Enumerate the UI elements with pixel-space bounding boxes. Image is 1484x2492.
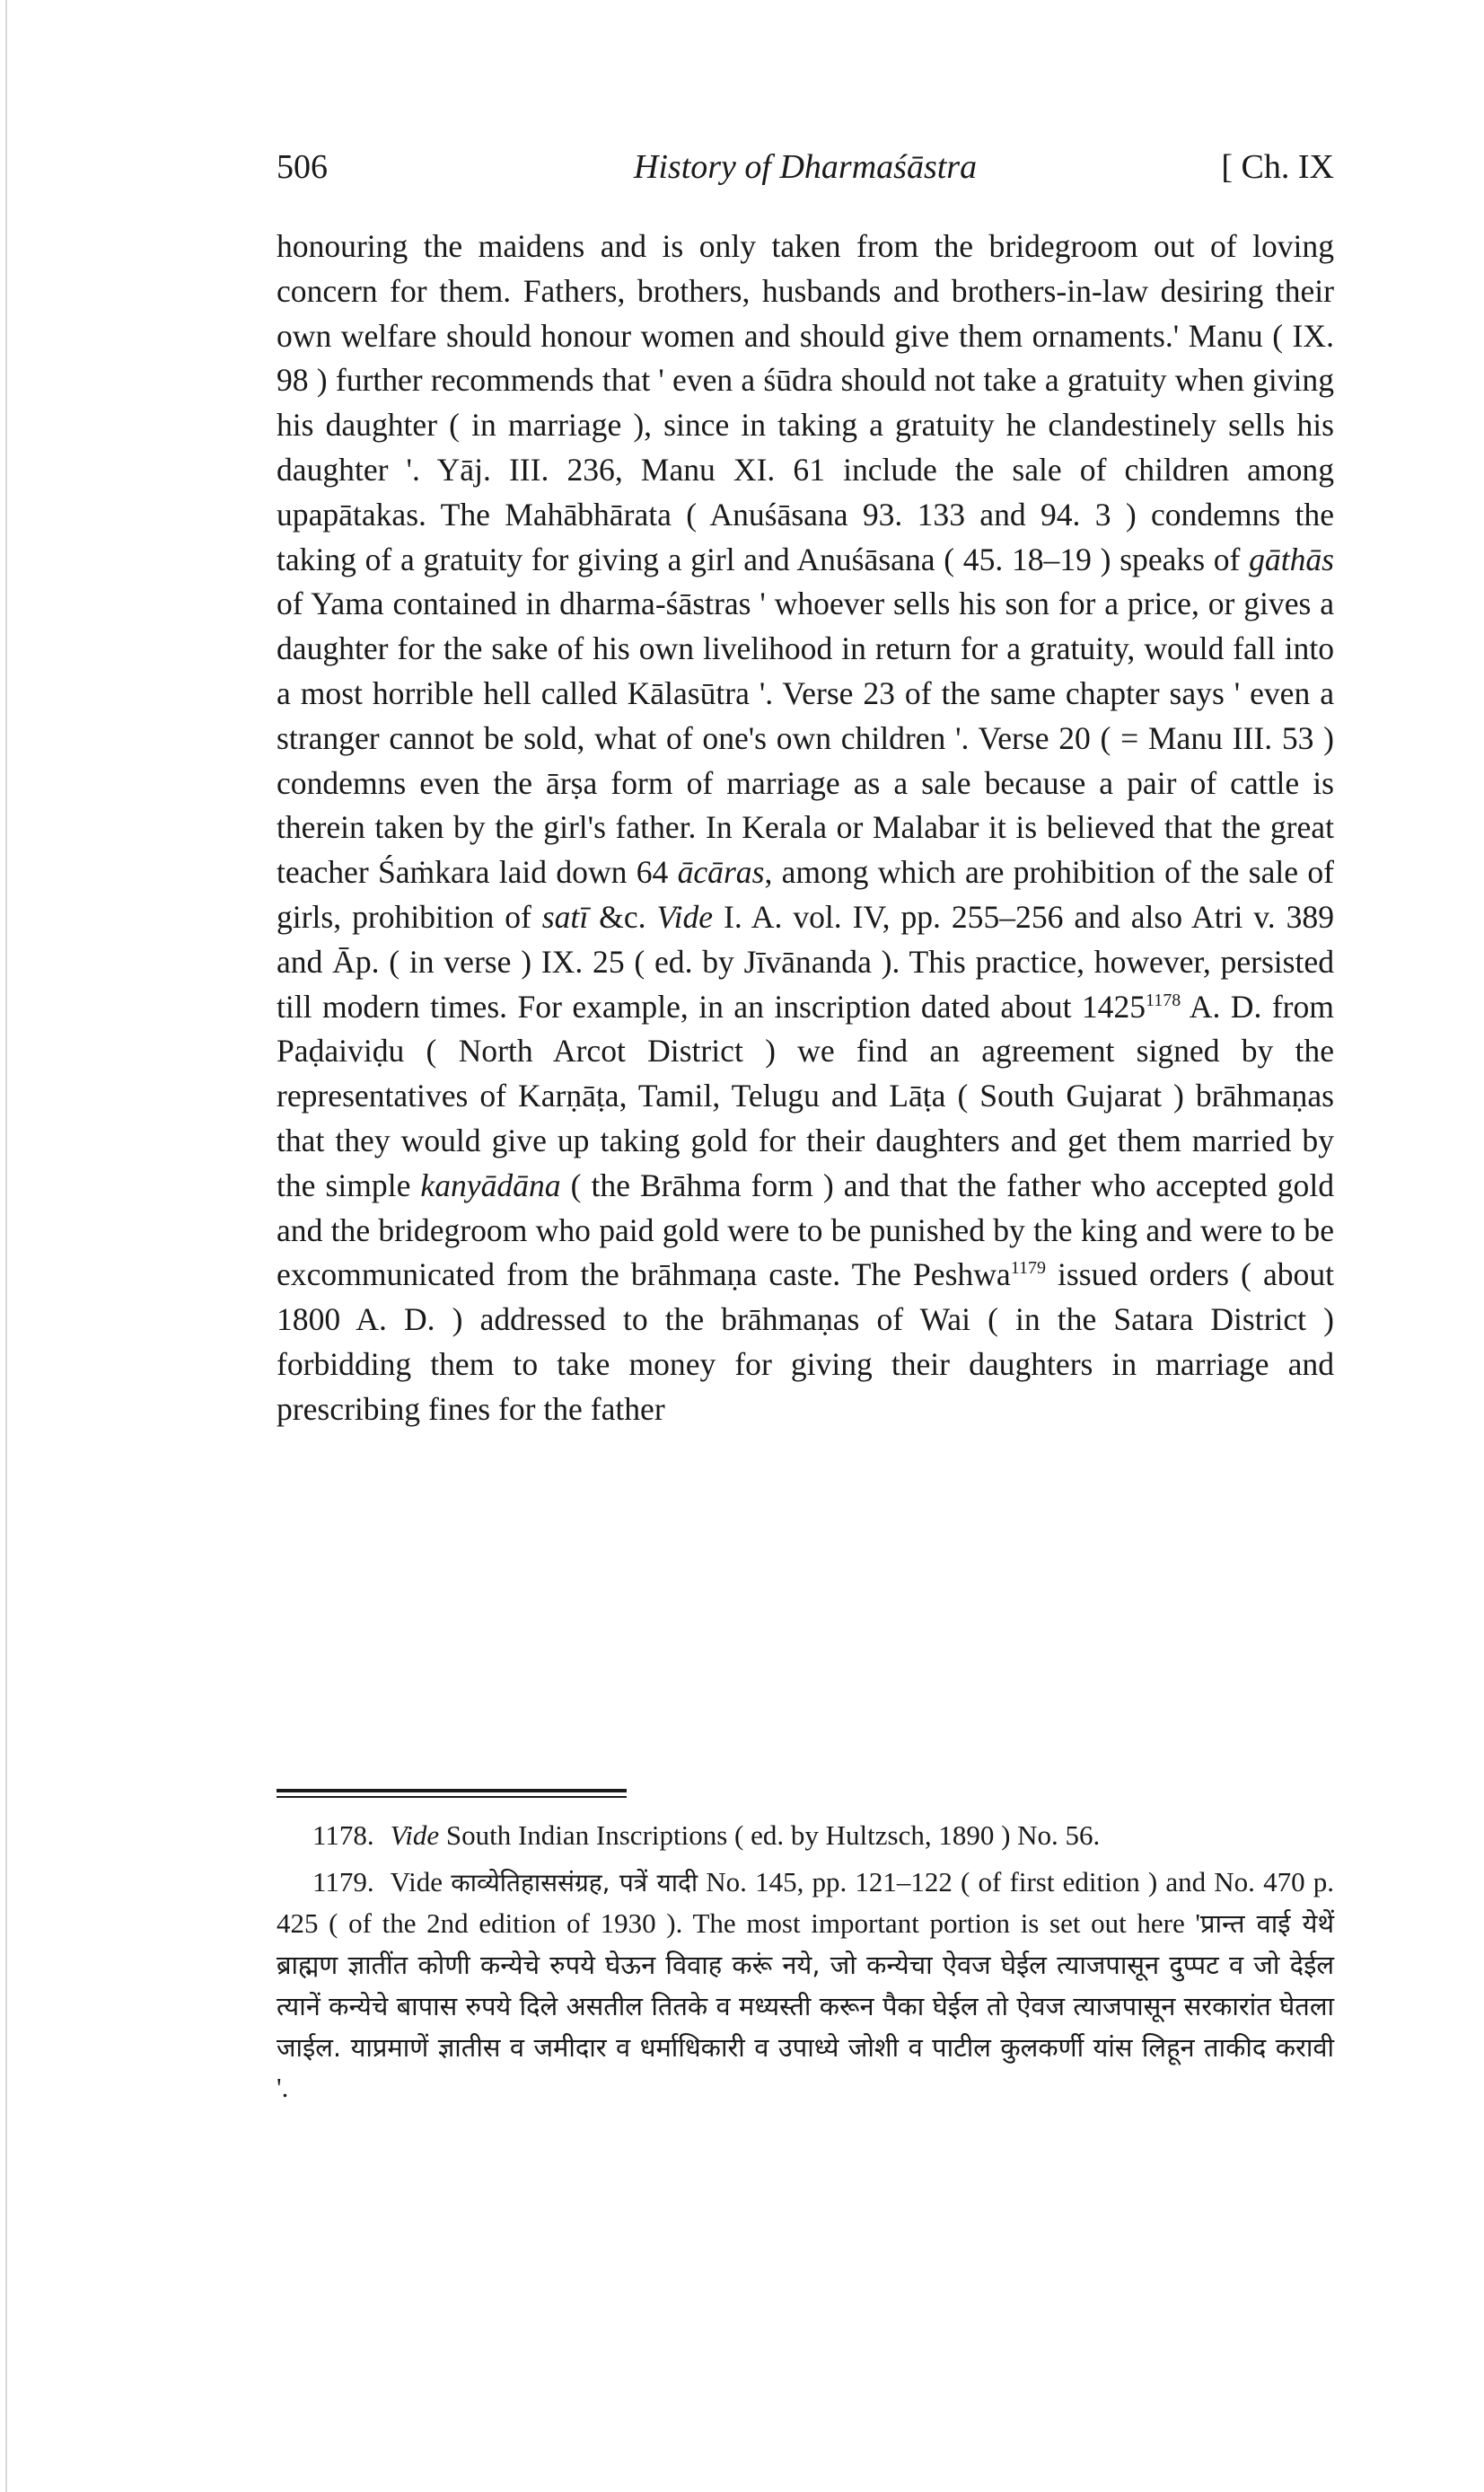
footnote-number: 1178. (312, 1819, 374, 1851)
text-run: honouring the maidens and is only taken from the bridegroom out of loving concern for them. Fathers, brothers, husbands and brothers-in-law desiring their own welfare should honour women and should give them ornaments.' Manu ( IX. 98 ) further recommends that ' even a śūdra should not take a gratuity when giving his daughter ( in marriage ), since in taking a gratuity he clandestinely sells his daughter '. Yāj. III. 236, Manu XI. 61 include the sale of children among upapātakas. The Mahābhārata ( Anuśāsana 93. 133 and 94. 3 ) condemns the taking of a gratuity for giving a girl and Anuśāsana ( 45. 18–19 ) speaks of (277, 228, 1334, 577)
main-paragraph (277, 225, 1334, 1432)
chapter-reference: [ Ch. IX (1221, 148, 1334, 186)
footnote-1179 (277, 1862, 1334, 2108)
footnote-1178 (277, 1816, 1334, 1855)
text-run: issued orders ( about 1800 A. D. ) addressed to the brāhmaṇas of Wai ( in the Satara District ) forbidding them to take money for giving their daughters in marriage and prescribing fines for the father (277, 1256, 1335, 1427)
footnote-number: 1179. (312, 1866, 374, 1898)
devanagari-work-title: काव्येतिहाससंग्रह, पत्रें यादी (451, 1868, 698, 1898)
running-title: History of Dharmaśāstra (633, 148, 978, 186)
page-left-edge (5, 0, 7, 2492)
footnote-vide: Vide (390, 1866, 443, 1898)
text-run: , among which are prohibition of the sale of girls, prohibition of (277, 854, 1334, 935)
footnote-text: No. 145, pp. 121–122 ( of first edition ) and No. 470 p. 425 ( of the 2nd edition of 1930 ). The most important portion is set out here ' (277, 1866, 1334, 1939)
text-run: ( the Brāhma form ) and that the father who accepted gold and the bridegroom who paid gold were to be punished by the king and were to be excommunicated from the brāhmaṇa caste. The Peshwa (277, 1167, 1335, 1293)
italic-term: Vide (656, 898, 714, 935)
marathi-quotation: प्रान्त वाई येथें ब्राह्मण ज्ञातींत कोणी कन्येचे रुपये घेऊन विवाह करूं नये, जो कन्येचा ऐवज घेईल त्याजपासून दुप्पट व जो देईल त्यानें कन्येचे बापास रुपये दिले असतील तितके व मध्यस्ती करून पैका घेईल तो ऐवज त्याजपासून सरकारांत घेतला जाईल. याप्रमाणें ज्ञातीस व जमीदार व धर्माधिकारी व उपाध्ये जोशी व पाटील कुलकर्णी यांस लिहून ताकीद करावी (277, 1908, 1334, 2063)
footnote-divider (277, 1796, 627, 1798)
italic-term: satī (541, 898, 589, 935)
footnote-reference: 1179 (1010, 1258, 1046, 1279)
footnotes (277, 1816, 1334, 2115)
italic-term: Vide (390, 1819, 440, 1851)
italic-term: ācāras (677, 854, 765, 891)
text-run: I. A. vol. IV, pp. 255–256 and also Atri v. 389 and Āp. ( in verse ) IX. 25 ( ed. by Jīvānanda ). This practice, however, persisted till modern times. For example, in an inscription dated about 1425 (277, 898, 1334, 1025)
text-run: A. D. from Paḍaiviḍu ( North Arcot District ) we find an agreement signed by the representatives of Karṇāṭa, Tamil, Telugu and Lāṭa ( South Gujarat ) brāhmaṇas that they would give up taking gold for their daughters and get them married by the simple (277, 988, 1334, 1203)
footnote-divider (277, 1789, 627, 1792)
text-run: of Yama contained in dharma-śāstras ' whoever sells his son for a price, or gives a daughter for the sake of his own livelihood in return for a gratuity, would fall into a most horrible hell called Kālasūtra '. Verse 23 of the same chapter says ' even a stranger cannot be sold, what of one's own children '. Verse 20 ( = Manu III. 53 ) condemns even the ārṣa form of marriage as a sale because a pair of cattle is therein taken by the girl's father. In Kerala or Malabar it is believed that the great teacher Śaṁkara laid down 64 (277, 586, 1334, 891)
footnote-text: South Indian Inscriptions ( ed. by Hultzsch, 1890 ) No. 56. (439, 1819, 1101, 1851)
page-number: 506 (277, 148, 328, 186)
footnote-reference: 1178 (1146, 990, 1181, 1010)
italic-term: kanyādāna (420, 1167, 561, 1203)
footnote-text: '. (277, 2072, 289, 2103)
running-header (277, 147, 1334, 192)
italic-term: gāthās (1249, 541, 1334, 577)
text-run: &c. (588, 898, 657, 935)
